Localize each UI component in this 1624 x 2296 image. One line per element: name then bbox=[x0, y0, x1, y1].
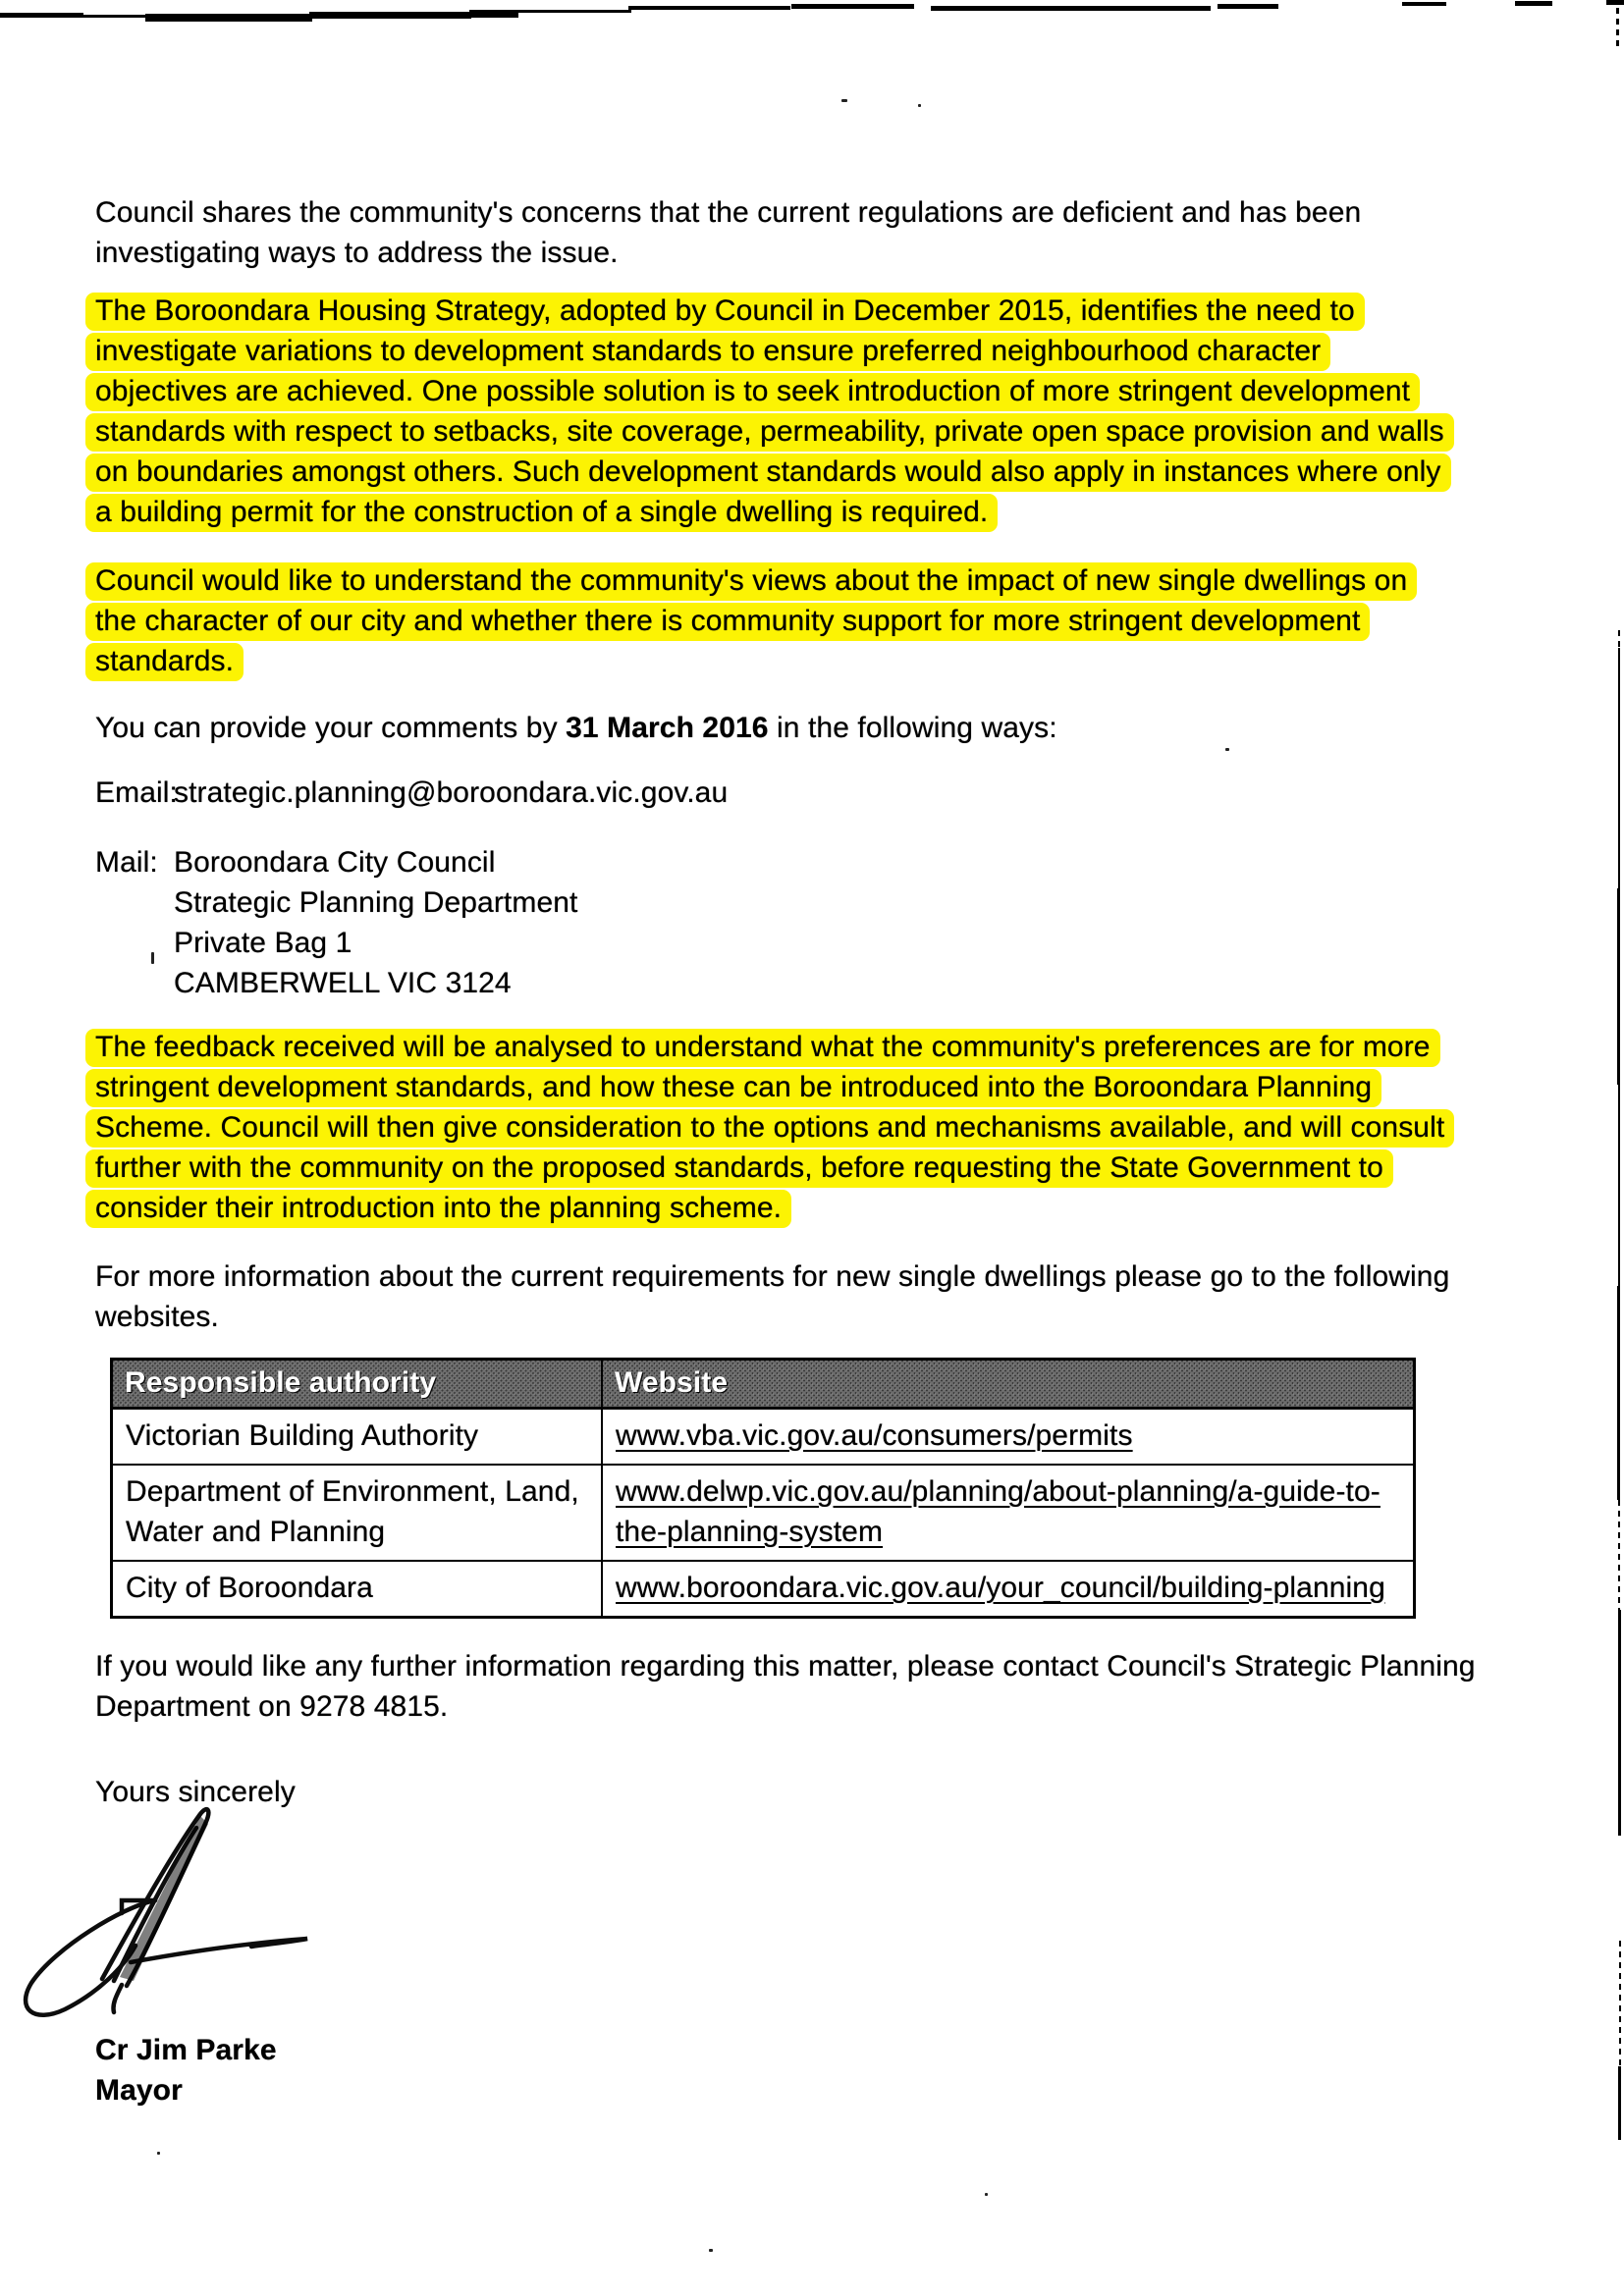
scan-speck bbox=[841, 99, 847, 102]
para-intro: Council shares the community's concerns that the current regulations are deficient and has been investigating ways to address the issue. bbox=[95, 196, 1362, 269]
mail-address bbox=[174, 842, 577, 1003]
website-link: www.boroondara.vic.gov.au/your_council/building-planning bbox=[616, 1572, 1385, 1604]
comments-post-text: in the following ways: bbox=[768, 712, 1057, 744]
mail-contact-row bbox=[95, 842, 1450, 1003]
para-views bbox=[95, 561, 1450, 681]
para-more-info: For more information about the current requirements for new single dwellings please go to the following websites. bbox=[95, 1260, 1450, 1333]
column-header-website: Website bbox=[602, 1360, 1415, 1409]
scan-artifact-right-edge bbox=[1618, 1085, 1620, 1286]
para-feedback bbox=[95, 1027, 1450, 1228]
scan-artifact-top-edge bbox=[1218, 4, 1278, 9]
highlighted-paragraph-strategy: The Boroondara Housing Strategy, adopted by Council in December 2015, identifies the need to investigate variations to development standards to ensure preferred neighbourhood character objectives are achieved. One possible solution is to seek introduction of more stringent development standards with respect to setbacks, site coverage, permeability, private open space provision and walls on boundaries amongst others. Such development standards would also apply in instances where only a building permit for the construction of a single dwelling is required. bbox=[85, 293, 1454, 532]
comments-deadline-date: 31 March 2016 bbox=[566, 712, 769, 744]
authority-cell: City of Boroondara bbox=[112, 1561, 603, 1618]
table-row bbox=[112, 1409, 1415, 1466]
comments-pre-text: You can provide your comments by bbox=[95, 712, 567, 744]
website-cell bbox=[602, 1409, 1415, 1466]
website-link: www.delwp.vic.gov.au/planning/about-planning/a-guide-to-the-planning-system bbox=[616, 1475, 1380, 1548]
website-link: www.vba.vic.gov.au/consumers/permits bbox=[616, 1419, 1133, 1452]
email-label: Email: bbox=[95, 776, 178, 809]
scan-artifact-top-edge bbox=[518, 10, 631, 13]
highlighted-paragraph-community-views: Council would like to understand the community's views about the impact of new single dwellings on the character of our city and whether there is community support for more stringent development standards. bbox=[85, 562, 1417, 681]
scan-artifact-top-edge bbox=[145, 14, 312, 22]
para-further-information: If you would like any further information regarding this matter, please contact Council's Strategic Planning Department on 9278 4815. bbox=[95, 1650, 1476, 1723]
scan-artifact-right-edge bbox=[1618, 1500, 1620, 1610]
scan-artifact-top-edge bbox=[309, 12, 471, 19]
scan-artifact-right-edge bbox=[1617, 888, 1620, 1085]
scan-speck bbox=[157, 2152, 160, 2155]
scan-artifact-top-edge bbox=[81, 15, 145, 18]
mail-address-line: CAMBERWELL VIC 3124 bbox=[174, 967, 512, 999]
email-address: strategic.planning@boroondara.vic.gov.au bbox=[174, 776, 729, 809]
scan-speck bbox=[709, 2249, 713, 2252]
scan-speck bbox=[918, 104, 921, 107]
scan-speck bbox=[985, 2193, 988, 2196]
signature-image bbox=[8, 1802, 332, 2028]
mail-address-line: Private Bag 1 bbox=[174, 927, 352, 959]
column-header-responsible-authority: Responsible authority bbox=[112, 1360, 603, 1409]
signatory-title: Mayor bbox=[95, 2074, 183, 2107]
scan-artifact-top-edge bbox=[0, 13, 83, 18]
scan-artifact-right-edge bbox=[1619, 1941, 1621, 2066]
scan-artifact-right-edge bbox=[1618, 2066, 1621, 2140]
scan-artifact-right-edge bbox=[1618, 630, 1620, 648]
scan-artifact-top-edge bbox=[1402, 2, 1446, 6]
highlighted-paragraph-feedback: The feedback received will be analysed to understand what the community's preferences are for more stringent development standards, and how these can be introduced into the Boroondara Planning Scheme. Council will then give consideration to the options and mechanisms available, and will consult further with the community on the proposed standards, before requesting the State Government to consider their introduction into the planning scheme. bbox=[85, 1029, 1454, 1228]
scan-artifact-top-edge bbox=[1606, 0, 1624, 5]
mail-address-line: Boroondara City Council bbox=[174, 846, 496, 879]
table-row bbox=[112, 1561, 1415, 1618]
scan-artifact-top-edge bbox=[1616, 8, 1619, 47]
website-cell bbox=[602, 1465, 1415, 1561]
signatory-name: Cr Jim Parke bbox=[95, 2034, 277, 2066]
signatory-block bbox=[95, 2030, 1450, 2110]
table-row bbox=[112, 1465, 1415, 1561]
website-cell bbox=[602, 1561, 1415, 1618]
table-header-row bbox=[112, 1360, 1415, 1409]
para-comments-deadline bbox=[95, 708, 1450, 748]
scan-artifact-top-edge bbox=[1515, 1, 1552, 6]
scan-artifact-right-edge bbox=[1618, 1610, 1621, 1836]
authority-cell: Victorian Building Authority bbox=[112, 1409, 603, 1466]
para-strategy bbox=[95, 291, 1450, 532]
mail-label: Mail: bbox=[95, 846, 158, 879]
authority-website-table bbox=[110, 1358, 1416, 1619]
email-contact-row bbox=[95, 773, 1450, 813]
authority-cell: Department of Environment, Land, Water and Planning bbox=[112, 1465, 603, 1561]
scan-artifact-top-edge bbox=[791, 4, 914, 9]
scan-artifact-top-edge bbox=[931, 6, 1211, 11]
mail-address-line: Strategic Planning Department bbox=[174, 886, 578, 919]
scan-artifact-top-edge bbox=[628, 6, 790, 10]
scan-artifact-right-edge bbox=[1617, 1286, 1620, 1500]
scan-artifact-top-edge bbox=[469, 10, 518, 18]
scan-artifact-right-edge bbox=[1618, 648, 1620, 888]
closing-salutation: Yours sincerely bbox=[95, 1776, 296, 1808]
